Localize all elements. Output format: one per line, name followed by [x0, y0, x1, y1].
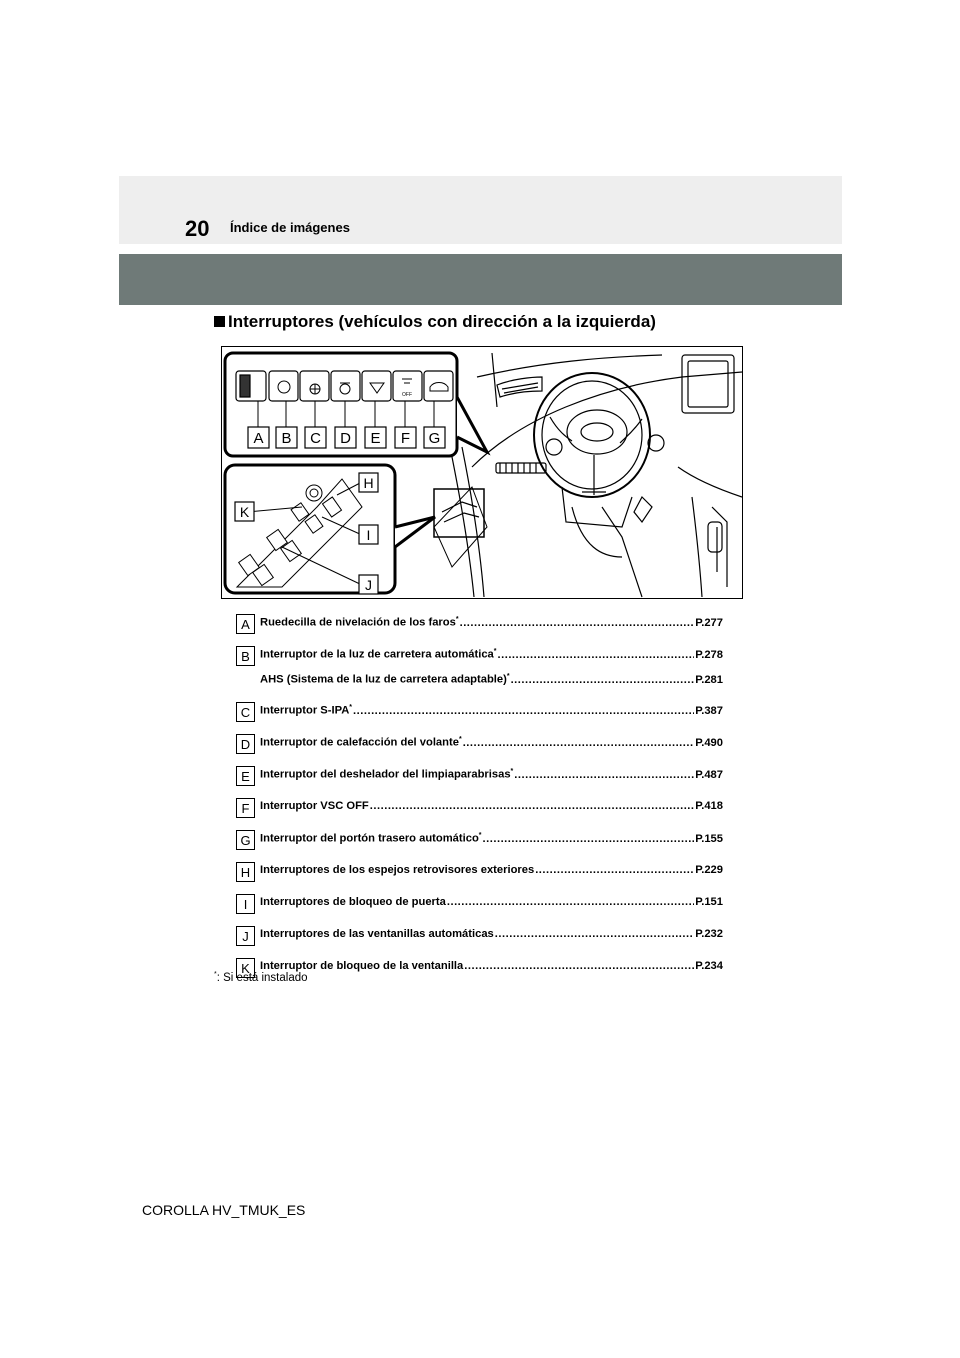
item-row — [236, 798, 726, 816]
item-page-ref[interactable]: P.278 — [695, 648, 723, 661]
item-row — [236, 614, 726, 632]
callout-label-b: B — [281, 430, 292, 447]
item-row — [236, 702, 726, 720]
item-entry — [260, 736, 723, 749]
callout-label-k: K — [239, 504, 250, 520]
item-page-ref[interactable]: P.418 — [695, 800, 723, 812]
item-page-ref[interactable]: P.229 — [695, 864, 723, 876]
item-footnote-mark: * — [455, 616, 459, 623]
item-badge: A — [236, 614, 255, 634]
item-label: Interruptores de bloqueo de puerta — [260, 896, 446, 908]
item-row — [236, 926, 726, 944]
item-row — [236, 646, 726, 664]
item-entry — [260, 832, 723, 845]
item-label: Interruptor del portón trasero automático — [260, 832, 479, 845]
item-badge: H — [236, 862, 255, 882]
item-badge: B — [236, 646, 255, 666]
item-row — [236, 862, 726, 880]
item-row — [236, 958, 726, 976]
item-entry — [260, 864, 723, 876]
section-name: Índice de imágenes — [230, 220, 350, 235]
item-footnote-mark: * — [493, 648, 497, 655]
item-label: Interruptores de las ventanillas automáticas — [260, 928, 494, 940]
item-entry — [260, 800, 723, 812]
item-page-ref[interactable]: P.281 — [695, 673, 723, 686]
dot-leader — [498, 649, 695, 661]
item-badge: J — [236, 926, 255, 946]
callout-label-a: A — [253, 430, 264, 447]
item-page-ref[interactable]: P.490 — [695, 736, 723, 749]
item-label: Interruptores de los espejos retrovisores exteriores — [260, 864, 535, 876]
callout-label-c: C — [310, 430, 321, 447]
callout-label-h: H — [363, 475, 374, 491]
item-label: Ruedecilla de nivelación de los faros — [260, 616, 456, 629]
item-row — [236, 894, 726, 912]
dot-leader — [460, 617, 695, 629]
item-label: Interruptor VSC OFF — [260, 800, 369, 812]
item-entry — [260, 928, 723, 940]
callout-label-i: I — [366, 527, 371, 543]
callout-label-d: D — [340, 430, 351, 447]
dot-leader — [370, 800, 694, 812]
cockpit-illustration — [222, 347, 742, 598]
item-label: Interruptor de bloqueo de la ventanilla — [260, 960, 464, 972]
page-number: 20 — [185, 216, 210, 241]
item-entry — [260, 768, 723, 781]
item-badge: D — [236, 734, 255, 754]
footer-model: COROLLA HV_TMUK_ES — [142, 1202, 306, 1218]
item-badge: K — [236, 958, 255, 978]
header-dark-band — [119, 254, 842, 305]
item-page-ref[interactable]: P.387 — [695, 704, 723, 717]
item-label: Interruptor S-IPA — [260, 704, 350, 717]
item-row — [236, 734, 726, 752]
item-entry — [260, 896, 723, 908]
item-page-ref[interactable]: P.155 — [695, 832, 723, 845]
dot-leader — [511, 674, 695, 686]
item-entry — [260, 648, 723, 661]
square-bullet-icon — [214, 316, 225, 327]
item-badge: E — [236, 766, 255, 786]
header-band — [119, 176, 842, 244]
footnote: *: Si está instalado — [214, 971, 308, 984]
item-entry — [260, 673, 723, 686]
dot-leader — [514, 769, 694, 781]
item-row — [236, 671, 726, 689]
dot-leader — [535, 864, 694, 876]
dot-leader — [447, 896, 694, 908]
item-entry — [260, 616, 723, 629]
item-badge: I — [236, 894, 255, 914]
item-footnote-mark: * — [349, 704, 353, 711]
item-row — [236, 830, 726, 848]
callout-label-j: J — [365, 577, 372, 593]
item-badge: G — [236, 830, 255, 850]
switches-figure — [221, 346, 743, 599]
vsc-off-label: OFF — [402, 392, 412, 398]
item-page-ref[interactable]: P.232 — [695, 928, 723, 940]
callout-label-e: E — [370, 430, 381, 447]
item-badge: C — [236, 702, 255, 722]
item-page-ref[interactable]: P.487 — [695, 768, 723, 781]
item-label: Interruptor de la luz de carretera automática — [260, 648, 494, 661]
item-page-ref[interactable]: P.151 — [695, 896, 723, 908]
item-footnote-mark: * — [506, 673, 510, 680]
dot-leader — [353, 705, 694, 717]
item-row — [236, 766, 726, 784]
item-entry — [260, 704, 723, 717]
item-page-ref[interactable]: P.277 — [695, 616, 723, 629]
callout-label-g: G — [428, 430, 441, 447]
dot-leader — [483, 833, 695, 845]
dot-leader — [495, 928, 694, 940]
item-footnote-mark: * — [478, 832, 482, 839]
dot-leader — [463, 737, 695, 749]
item-page-ref[interactable]: P.234 — [695, 960, 723, 972]
item-footnote-mark: * — [458, 736, 462, 743]
item-badge: F — [236, 798, 255, 818]
item-label: AHS (Sistema de la luz de carretera adaptable) — [260, 673, 507, 686]
dot-leader — [464, 960, 694, 972]
item-label: Interruptor del deshelador del limpiaparabrisas — [260, 768, 511, 781]
item-footnote-mark: * — [510, 768, 514, 775]
callout-label-f: F — [400, 430, 411, 447]
item-entry — [260, 960, 723, 972]
item-label: Interruptor de calefacción del volante — [260, 736, 459, 749]
section-title: Interruptores (vehículos con dirección a la izquierda) — [214, 312, 656, 332]
